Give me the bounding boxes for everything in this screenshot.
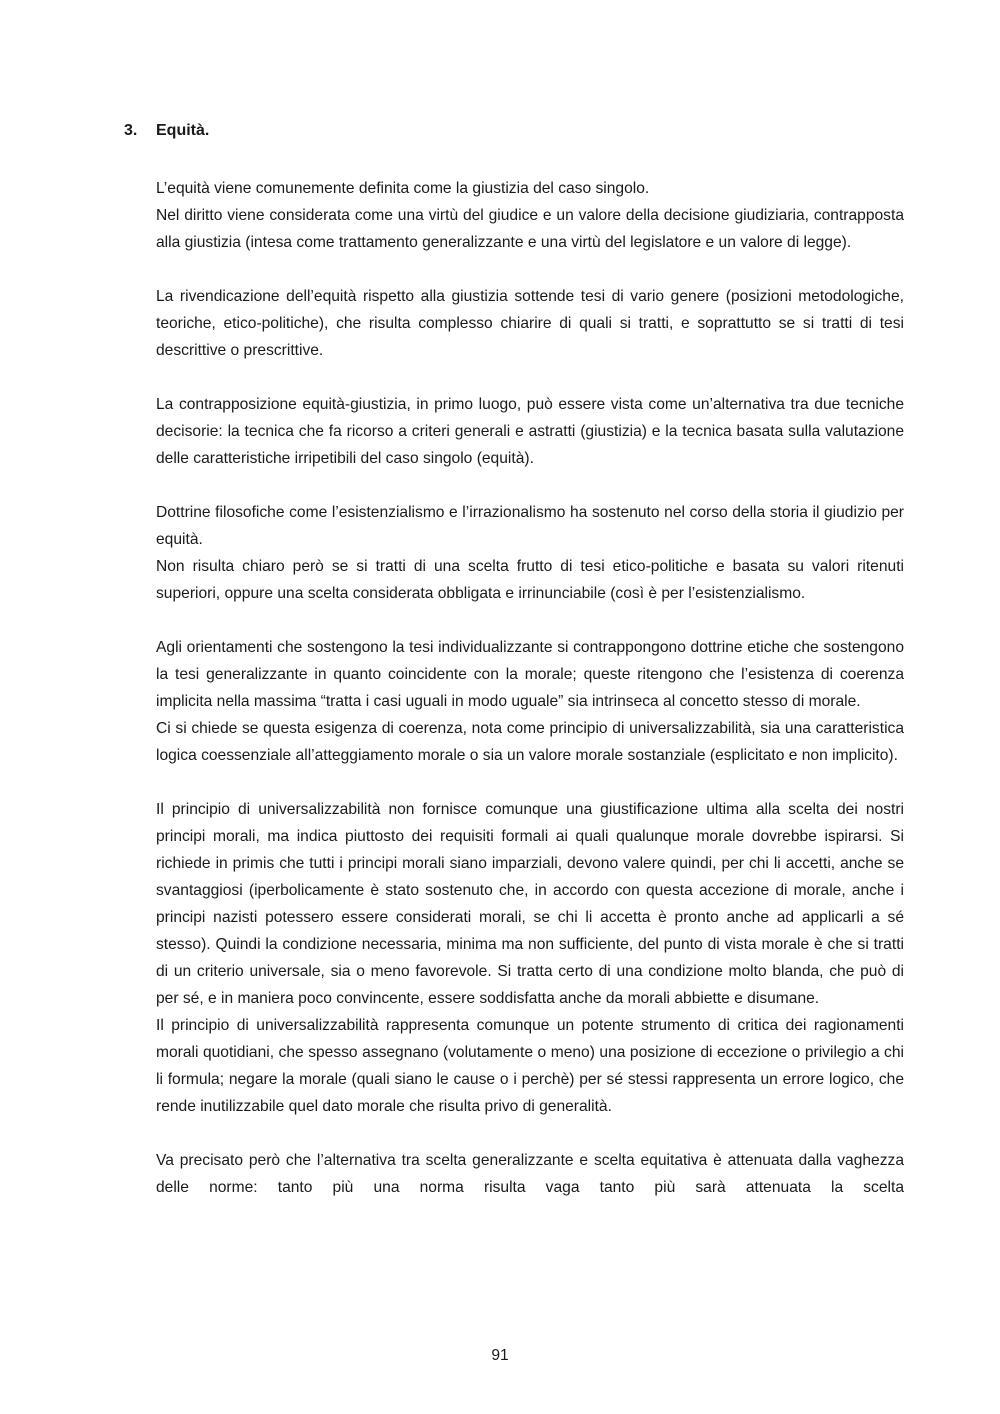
page-number: 91 [491,1347,509,1364]
paragraph: Ci si chiede se questa esigenza di coerenza, nota come principio di universalizzabilità, sia una caratteristica logica coessenziale all’atteggiamento morale o sia un valore morale sostanziale (esplicitato e non implicito). [156,720,904,764]
section-heading [124,121,209,141]
paragraph: L’equità viene comunemente definita come la giustizia del caso singolo. [156,180,650,197]
paragraph: Agli orientamenti che sostengono la tesi individualizzante si contrappongono dottrine etiche che sostengono la tesi generalizzante in quanto coincidente con la morale; queste ritengono che l’esistenza di coerenza implicita nella massima “tratta i casi uguali in modo uguale” sia intrinseca al concetto stesso di morale. [156,639,904,710]
paragraph: La rivendicazione dell’equità rispetto alla giustizia sottende tesi di vario genere (posizioni metodologiche, teoriche, etico-politiche), che risulta complesso chiarire di quali si tratti, e soprattutto se si tratti di tesi descrittive o prescrittive. [156,288,904,359]
section-number: 3. [124,122,138,139]
paragraph: Il principio di universalizzabilità non fornisce comunque una giustificazione ultima alla scelta dei nostri principi morali, ma indica piuttosto dei requisiti formali ai quali qualunque morale dovrebbe ispirarsi. Si richiede in primis che tutti i principi morali siano imparziali, devono valere quindi, per chi li accetti, anche se svantaggiosi (iperbolicamente è stato sostenuto che, in accordo con questa accezione di morale, anche i principi nazisti potessero essere considerati morali, se chi li accetta è pronto anche ad applicarli a sé stesso). Quindi la condizione necessaria, minima ma non sufficiente, del punto di vista morale è che si tratti di un criterio universale, sia o meno favorevole. Si tratta certo di una condizione molto blanda, che può di per sé, e in maniera poco convincente, essere soddisfatta anche da morali abbiette e disumane. [156,801,904,1007]
section-title: Equità. [156,122,210,139]
paragraph: Nel diritto viene considerata come una virtù del giudice e un valore della decisione giudiziaria, contrapposta alla giustizia (intesa come trattamento generalizzante e una virtù del legislatore e un valore di legge). [156,207,904,251]
paragraph: Non risulta chiaro però se si tratti di una scelta frutto di tesi etico-politiche e basata su valori ritenuti superiori, oppure una scelta considerata obbligata e irrinunciabile (così è per l’esistenzialismo. [156,558,904,602]
paragraph: Il principio di universalizzabilità rappresenta comunque un potente strumento di critica dei ragionamenti morali quotidiani, che spesso assegnano (volutamente o meno) una posizione di eccezione o privilegio a chi li formula; negare la morale (quali siano le cause o i perchè) per sé stessi rappresenta un errore logico, che rende inutilizzabile quel dato morale che risulta privo di generalità. [156,1017,904,1115]
paragraph: Dottrine filosofiche come l’esistenzialismo e l’irrazionalismo ha sostenuto nel corso della storia il giudizio per equità. [156,504,904,548]
body-text [156,175,904,1201]
paragraph: Va precisato però che l’alternativa tra scelta generalizzante e scelta equitativa è attenuata dalla vaghezza delle norme: tanto più una norma risulta vaga tanto più sarà attenuata la scelta [156,1152,904,1196]
paragraph: La contrapposizione equità-giustizia, in primo luogo, può essere vista come un’alternativa tra due tecniche decisorie: la tecnica che fa ricorso a criteri generali e astratti (giustizia) e la tecnica basata sulla valutazione delle caratteristiche irripetibili del caso singolo (equità). [156,396,904,467]
